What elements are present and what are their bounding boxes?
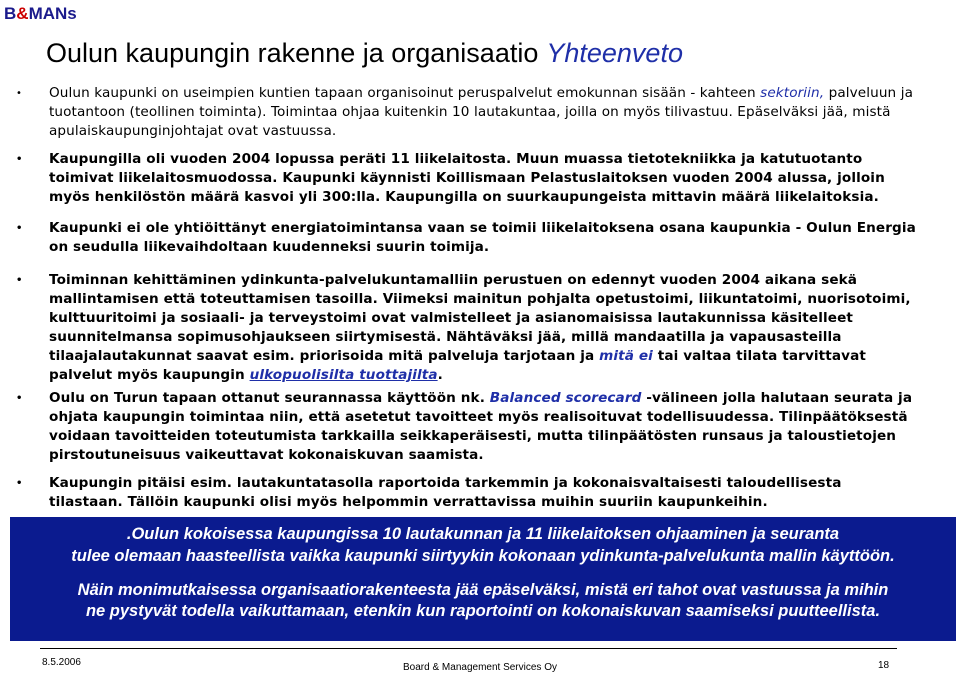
footer-company: Board & Management Services Oy [403, 662, 557, 673]
bullet-text: Kaupunki ei ole yhtiöittänyt energiatoimintansa vaan se toimii liikelaitoksena osana kaupunkia - Oulun Energia on seudulla liikevaihdoltaan kuudenneksi suurin toimija. [49, 220, 916, 255]
bullet-icon: • [16, 88, 22, 99]
bullet-item [16, 150, 916, 207]
bullet-icon: • [16, 223, 23, 234]
bullet-text: Kaupungilla oli vuoden 2004 lopussa peräti 11 liikelaitosta. Muun muassa tietotekniikka ja katutuotanto toimivat liikelaitosmuodossa. Kaupunki käynnisti Koillismaan Pelastuslaitoksen vuoden 2004 alussa, jolloin myös henkilöstön määrä kasvoi yli 300:lla. Kaupungilla on suurkaupungeista mittavin määrä liikelaitoksia. [49, 151, 885, 205]
footer-divider [40, 648, 897, 649]
bullet-text: Toiminnan kehittäminen ydinkunta-palvelukuntamalliin perustuen on edennyt vuoden 2004 aikana sekä mallintamisen että toteuttamisen tasoilla. Viimeksi mainitun pohjalta opetustoimi, liikuntatoimi, nuorisotoimi, kulttuuritoimi ja sosiaali- ja terveystoimi ovat valmistelleet ja asianomaisissa lautakunnissa käsitelleet suunnitelmansa sopimusohjaukseen siirtymisestä. Nähtäväksi jää, millä mandaatilla ja vapausasteilla tilaajalautakunnat saavat esim. priorisoida mitä palveluja tarjotaan ja mitä ei tai valtaa tilata tarvittavat palvelut myös kaupungin ulkopuolisilta tuottajilta. [49, 272, 911, 383]
callout-line: Näin monimutkaisessa organisaatiorakenteesta jää epäselväksi, mistä eri tahot ovat vastuussa ja mihin [77, 581, 889, 599]
footer-date: 8.5.2006 [42, 657, 81, 668]
callout-line: ne pystyvät todella vaikuttamaan, etenkin kun raportointi on kokonaiskuvan saamiseksi puutteellista. [85, 602, 881, 620]
summary-callout-box [10, 517, 956, 641]
bullet-icon: • [16, 154, 23, 165]
bullet-icon: • [16, 275, 23, 286]
bullet-item [16, 474, 916, 512]
bullet-text: Oulu on Turun tapaan ottanut seurannassa käyttöön nk. Balanced scorecard -välineen jolla halutaan seurata ja ohjata kaupungin toimintaa niin, että asetetut tavoitteet myös realisoituvat todellisuudessa. Tilinpäätöksestä voidaan tavoitteiden toteutumista tarkkailla seikkaperäisesti, mutta tilinpäätösten runsaus ja taloustietojen pirstoutuneisuus vaikeuttavat kokonaiskuvan saamista. [49, 390, 913, 463]
callout-line: .Oulun kokoisessa kaupungissa 10 lautakunnan ja 11 liikelaitoksen ohjaaminen ja seuranta [126, 525, 840, 543]
bullet-item [16, 84, 916, 141]
bullet-item [16, 271, 916, 385]
bullet-text: Kaupungin pitäisi esim. lautakuntatasolla raportoida tarkemmin ja kokonaisvaltaisesti taloudellisesta tilastaan. Tällöin kaupunki olisi myös helpommin verrattavissa muihin suuriin kaupunkeihin. [49, 475, 842, 510]
bullet-icon: • [16, 478, 23, 489]
bullet-icon: • [16, 393, 23, 404]
title-main: Oulun kaupungin rakenne ja organisaatio [46, 38, 539, 68]
bullet-text: Oulun kaupunki on useimpien kuntien tapaan organisoinut peruspalvelut emokunnan sisään - kahteen sektoriin, palveluun ja tuotantoon (teollinen toiminta). Toimintaa ohjaa kuitenkin 10 lautakuntaa, joilla on myös tilivastuu. Epäselväksi jää, mistä apulaiskaupunginjohtajat ovat vastuussa. [49, 85, 914, 139]
bullet-item [16, 389, 916, 465]
title-subtitle: Yhteenveto [546, 38, 683, 68]
page-number: 18 [878, 660, 890, 671]
slide-title [46, 38, 683, 69]
callout-line: tulee olemaan haasteellista vaikka kaupunki siirtyykin kokonaan ydinkunta-palvelukunta mallin käyttöön. [71, 547, 895, 565]
company-logo: B&MANs [4, 4, 77, 23]
emphasis-link-text: ulkopuolisilta tuottajilta [249, 367, 438, 383]
bullet-item [16, 219, 916, 257]
